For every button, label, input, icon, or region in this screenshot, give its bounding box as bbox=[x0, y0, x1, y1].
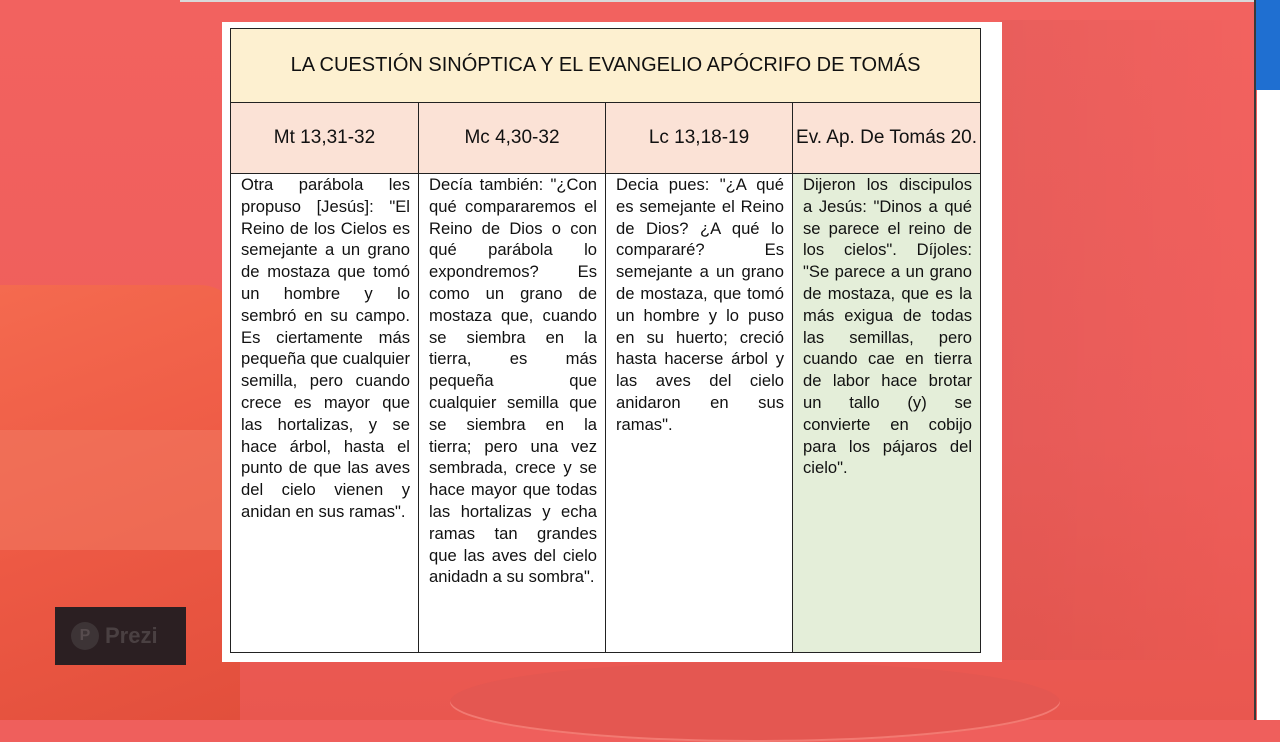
text-marcos: Decía también: "¿Con qué compararemos el Reino de Dios o con qué parábola lo expondremos? Es como un grano de mostaza que, cuando se siembra en la tierra, es más pequeña que cualquier semilla que se siembra en la tierra; pero una vez sembrada, crece y se hace mayor que todas las hortalizas y echa ramas tan grandes que las aves del cielo anidadn a su sombra". bbox=[429, 175, 597, 587]
prezi-logo-icon: P bbox=[71, 622, 99, 650]
header-tomas: Ev. Ap. De Tomás 20. bbox=[793, 103, 981, 174]
cell-marcos bbox=[419, 174, 606, 653]
document-page bbox=[222, 22, 1002, 662]
background-shadow bbox=[1000, 20, 1255, 660]
right-panel bbox=[1257, 0, 1280, 720]
background-table bbox=[450, 662, 1060, 742]
header-mateo: Mt 13,31-32 bbox=[231, 103, 419, 174]
cell-mateo bbox=[231, 174, 419, 653]
background-sofa-arm bbox=[0, 430, 245, 550]
header-lucas: Lc 13,18-19 bbox=[606, 103, 793, 174]
text-lucas: Decia pues: "¿A qué es semejante el Reino de Dios? ¿A qué lo compararé? Es semejante a un grano de mostaza, que tomó un hombre y lo puso en su huerto; creció hasta hacerse árbol y las aves del cielo anidaron en sus ramas". bbox=[616, 175, 784, 434]
cell-lucas bbox=[606, 174, 793, 653]
top-edge bbox=[180, 0, 1260, 2]
text-mateo: Otra parábola les propuso [Jesús]: "El Reino de los Cielos es semejante a un grano de mostaza que tomó un hombre y lo sembró en su campo. Es ciertamente más pequeña que cualquier semilla, pero cuando crece es mayor que las hortalizas, y se hace árbol, hasta el punto de que las aves del cielo vienen y anidan en sus ramas". bbox=[241, 175, 410, 521]
text-tomas: Dijeron los discipulos a Jesús: "Dinos a qué se parece el reino de los cielos". Díjoles: "Se parece a un grano de mostaza, que es la más exigua de todas las semillas, pero cuando cae en tierra de labor hace brotar un tallo (y) se convierte en cobijo para los pájaros del cielo". bbox=[803, 175, 973, 478]
prezi-label: Prezi bbox=[105, 623, 158, 648]
right-border bbox=[1254, 0, 1256, 720]
right-blue-tab[interactable] bbox=[1256, 0, 1280, 90]
header-marcos: Mc 4,30-32 bbox=[419, 103, 606, 174]
table-title: LA CUESTIÓN SINÓPTICA Y EL EVANGELIO APÓCRIFO DE TOMÁS bbox=[231, 29, 981, 103]
cell-tomas bbox=[793, 174, 981, 653]
synoptic-table bbox=[230, 28, 981, 653]
prezi-badge[interactable] bbox=[55, 607, 186, 665]
